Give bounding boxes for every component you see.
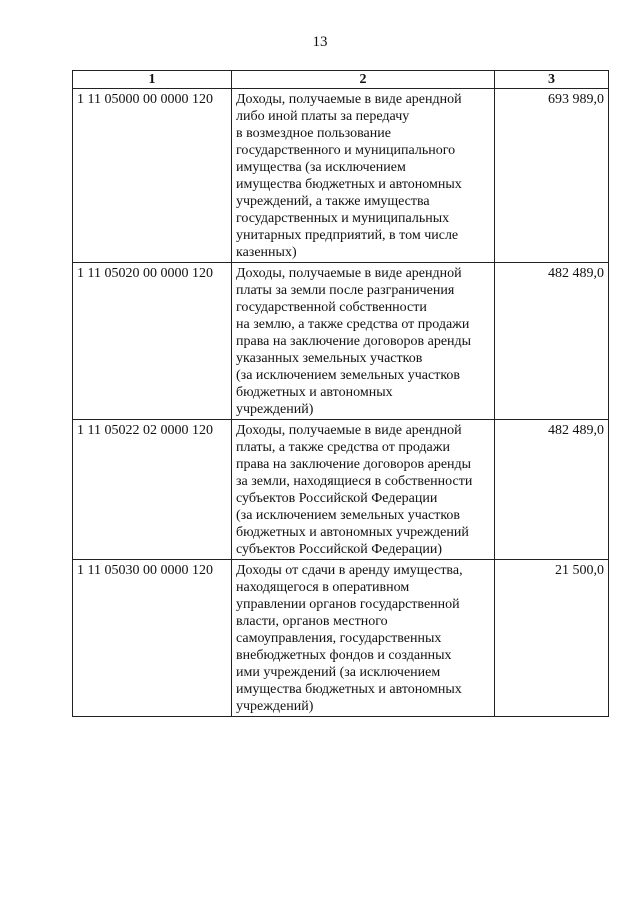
- description-cell: Доходы от сдачи в аренду имущества, находящегося в оперативном управлении органов государственной власти, органов местного самоуправления, государственных внебюджетных фондов и созданных ими учреждений (за исключением имущества бюджетных и автономных учреждений): [232, 560, 495, 717]
- table-row: [73, 263, 609, 420]
- amount-cell: 482 489,0: [495, 420, 609, 560]
- revenue-table: [72, 70, 609, 717]
- table-row: [73, 89, 609, 263]
- column-header-description: 2: [232, 71, 495, 89]
- budget-code-cell: 1 11 05022 02 0000 120: [73, 420, 232, 560]
- description-cell: Доходы, получаемые в виде арендной платы, а также средства от продажи права на заключение договоров аренды за земли, находящиеся в собственности субъектов Российской Федерации (за исключением земельных участков бюджетных и автономных учреждений субъектов Российской Федерации): [232, 420, 495, 560]
- budget-code-cell: 1 11 05030 00 0000 120: [73, 560, 232, 717]
- amount-cell: 482 489,0: [495, 263, 609, 420]
- budget-code-cell: 1 11 05020 00 0000 120: [73, 263, 232, 420]
- amount-cell: 21 500,0: [495, 560, 609, 717]
- budget-code-cell: 1 11 05000 00 0000 120: [73, 89, 232, 263]
- page-number: 13: [312, 34, 328, 50]
- table-row: [73, 420, 609, 560]
- column-header-code: 1: [73, 71, 232, 89]
- description-cell: Доходы, получаемые в виде арендной платы за земли после разграничения государственной собственности на землю, а также средства от продажи права на заключение договоров аренды указанных земельных участков (за исключением земельных участков бюджетных и автономных учреждений): [232, 263, 495, 420]
- column-header-amount: 3: [495, 71, 609, 89]
- table-row: [73, 560, 609, 717]
- description-cell: Доходы, получаемые в виде арендной либо иной платы за передачу в возмездное пользование государственного и муниципального имущества (за исключением имущества бюджетных и автономных учреждений, а также имущества государственных и муниципальных унитарных предприятий, в том числе казенных): [232, 89, 495, 263]
- table-header-row: [73, 71, 609, 89]
- amount-cell: 693 989,0: [495, 89, 609, 263]
